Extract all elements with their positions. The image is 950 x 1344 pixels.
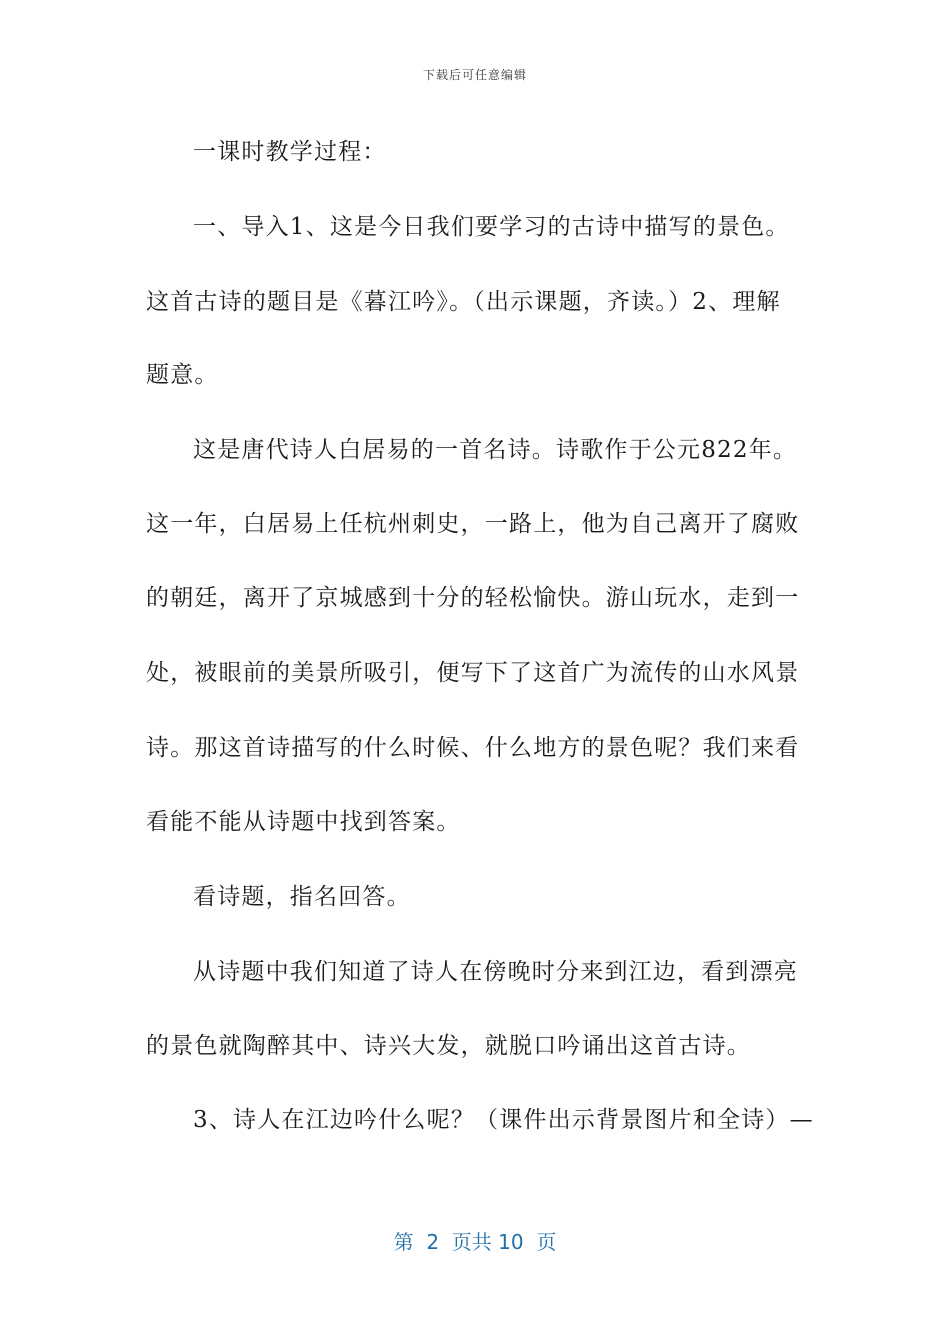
page-header: 下载后可任意编辑 xyxy=(422,68,527,82)
text-line: 一课时教学过程： xyxy=(193,139,387,165)
text-line: 这首古诗的题目是《暮江吟》。（出示课题，齐读。）2、理解 xyxy=(146,289,781,315)
text-line: 这一年，白居易上任杭州刺史，一路上，他为自己离开了腐败 xyxy=(146,511,800,537)
text-line: 的景色就陶醉其中、诗兴大发，就脱口吟诵出这首古诗。 xyxy=(146,1033,751,1059)
text-line: 诗。那这首诗描写的什么时候、什么地方的景色呢？我们来看 xyxy=(146,735,800,761)
page-number-footer: 第 2 页共 10 页 xyxy=(393,1230,557,1254)
text-line: 题意。 xyxy=(146,362,219,388)
text-line: 3、诗人在江边吟什么呢？（课件出示背景图片和全诗）— xyxy=(193,1107,814,1133)
text-line: 看能不能从诗题中找到答案。 xyxy=(146,809,461,835)
text-line: 看诗题，指名回答。 xyxy=(193,884,411,910)
text-line: 这是唐代诗人白居易的一首名诗。诗歌作于公元822年。 xyxy=(193,437,798,463)
text-line: 处，被眼前的美景所吸引，便写下了这首广为流传的山水风景 xyxy=(146,660,800,686)
text-line: 的朝廷，离开了京城感到十分的轻松愉快。游山玩水，走到一 xyxy=(146,585,800,611)
text-line: 从诗题中我们知道了诗人在傍晚时分来到江边，看到漂亮 xyxy=(193,959,798,985)
text-line: 一、导入1、这是今日我们要学习的古诗中描写的景色。 xyxy=(193,214,790,240)
